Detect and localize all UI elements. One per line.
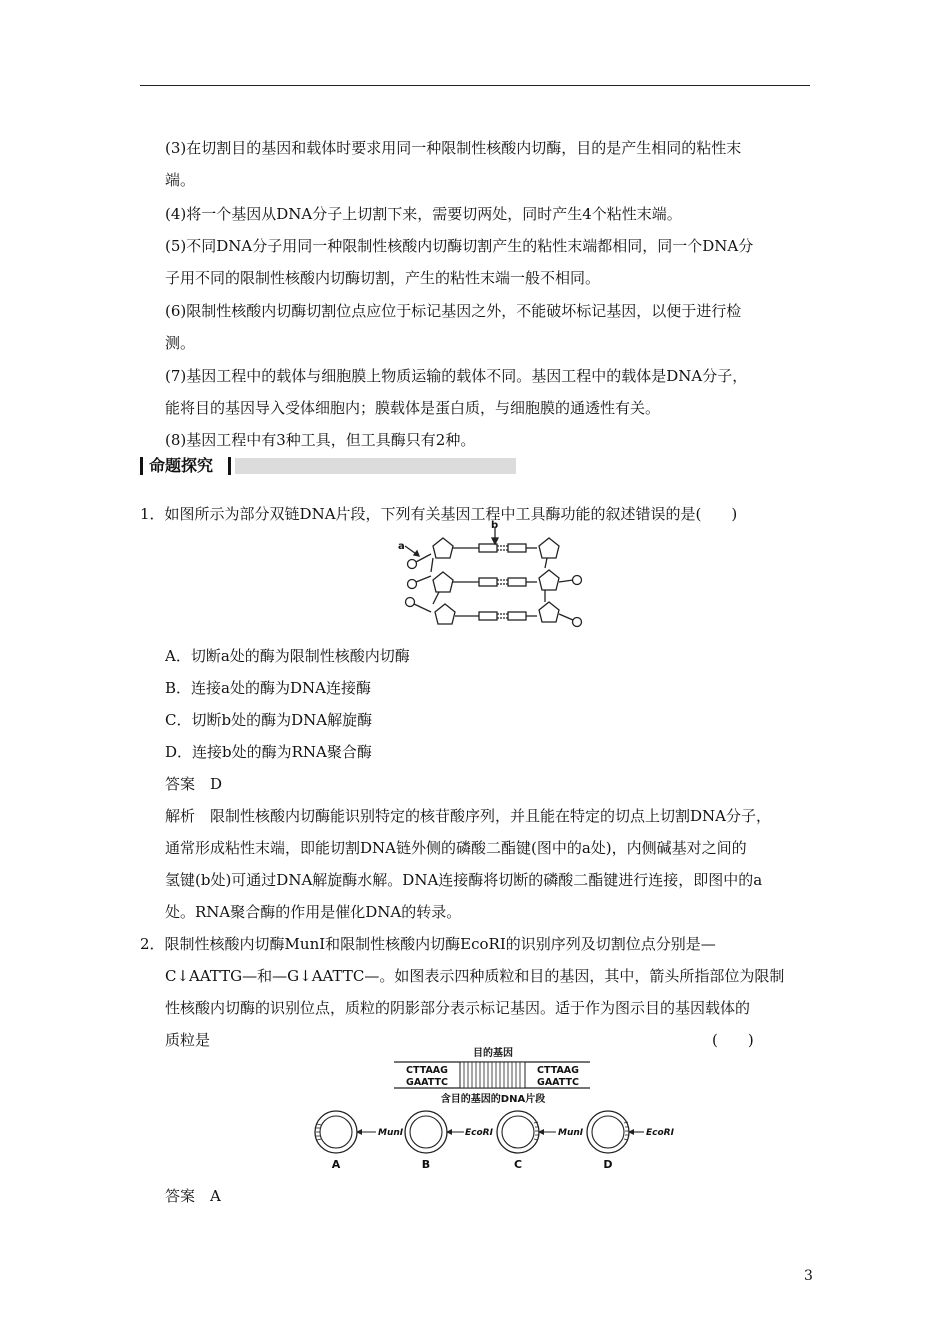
q1-analysis-line: 通常形成粘性末端，即能切割DNA链外侧的磷酸二酯键(图中的a处)，内侧碱基对之间的 (165, 839, 747, 857)
section-title: 命题探究 (149, 456, 214, 475)
note-line: 测。 (165, 334, 196, 352)
q2-stem-line: 质粒是 (165, 1031, 211, 1049)
plasmid-b (405, 1111, 494, 1171)
note-line: (3)在切割目的基因和载体时要求用同一种限制性核酸内切酶，目的是产生相同的粘性末 (165, 139, 742, 157)
left-bottom-seq: GAATTC (406, 1077, 448, 1088)
left-top-seq: CTTAAG (406, 1065, 448, 1076)
note-line: (8)基因工程中有3种工具，但工具酶只有2种。 (165, 431, 476, 449)
plasmid-a (315, 1111, 404, 1171)
q1-analysis-line: 解析 限制性核酸内切酶能识别特定的核苷酸序列，并且能在特定的切点上切割DNA分子， (165, 807, 771, 825)
section-heading-bar-right (228, 457, 231, 475)
note-line: (7)基因工程中的载体与细胞膜上物质运输的载体不同。基因工程中的载体是DNA分子， (165, 367, 748, 385)
fig-label-a: a (398, 541, 405, 552)
plasmid-d (587, 1111, 675, 1171)
section-heading (140, 456, 516, 476)
page-number: 3 (804, 1268, 813, 1284)
note-line: (6)限制性核酸内切酶切割位点应位于标记基因之外，不能破坏标记基因，以便于进行检 (165, 302, 742, 320)
plasmid-c-letter: C (513, 1158, 523, 1171)
q1-analysis-line: 处。RNA聚合酶的作用是催化DNA的转录。 (165, 903, 462, 921)
q2-stem-line: 2．限制性核酸内切酶MunⅠ和限制性核酸内切酶EcoRⅠ的识别序列及切割位点分别是— (140, 935, 716, 953)
q2-answer-bracket: ( ) (712, 1031, 754, 1049)
q1-option-b: B．连接a处的酶为DNA连接酶 (165, 679, 371, 697)
note-line: 子用不同的限制性核酸内切酶切割，产生的粘性末端一般不相同。 (165, 269, 601, 287)
q1-option-d: D．连接b处的酶为RNA聚合酶 (165, 743, 372, 761)
dna-fragment-figure (395, 520, 585, 638)
plasmid-a-enzyme: MunI (378, 1128, 404, 1138)
plasmid-figure (310, 1044, 680, 1174)
q2-stem-line: 性核酸内切酶的识别位点，质粒的阴影部分表示标记基因。适于作为图示目的基因载体的 (165, 999, 751, 1017)
right-bottom-seq: GAATTC (537, 1077, 579, 1088)
q2-answer: 答案 A (165, 1187, 221, 1205)
plasmid-a-letter: A (331, 1158, 341, 1171)
plasmid-c-enzyme: MunI (558, 1128, 584, 1138)
note-line: 端。 (165, 171, 196, 189)
note-line: 能将目的基因导入受体细胞内；膜载体是蛋白质，与细胞膜的通透性有关。 (165, 399, 661, 417)
note-line: (5)不同DNA分子用同一种限制性核酸内切酶切割产生的粘性末端都相同，同一个DNA分 (165, 237, 754, 255)
plasmid-b-letter: B (421, 1158, 431, 1171)
fragment-caption: 含目的基因的DNA片段 (440, 1094, 546, 1105)
header-rule (140, 85, 810, 86)
note-line: (4)将一个基因从DNA分子上切割下来，需要切两处，同时产生4个粘性末端。 (165, 205, 682, 223)
section-heading-shade (235, 458, 516, 474)
plasmid-b-enzyme: EcoRI (465, 1128, 493, 1138)
gene-title: 目的基因 (473, 1048, 513, 1059)
plasmid-c (497, 1111, 584, 1171)
right-top-seq: CTTAAG (537, 1065, 579, 1076)
section-heading-bar-left (140, 457, 143, 475)
q1-analysis-line: 氢键(b处)可通过DNA解旋酶水解。DNA连接酶将切断的磷酸二酯键进行连接，即图中的a (165, 871, 763, 889)
q1-option-a: A．切断a处的酶为限制性核酸内切酶 (165, 647, 410, 665)
q1-stem: 1．如图所示为部分双链DNA片段，下列有关基因工程中工具酶功能的叙述错误的是( ) (140, 505, 738, 523)
q1-option-c: C．切断b处的酶为DNA解旋酶 (165, 711, 373, 729)
q2-stem-line: C↓AATTG—和—G↓AATTC—。如图表示四种质粒和目的基因，其中，箭头所指部位为限制 (165, 967, 785, 985)
q1-answer: 答案 D (165, 775, 223, 793)
plasmid-d-letter: D (603, 1158, 613, 1171)
plasmid-d-enzyme: EcoRI (646, 1128, 674, 1138)
fig-label-b: b (491, 520, 499, 531)
